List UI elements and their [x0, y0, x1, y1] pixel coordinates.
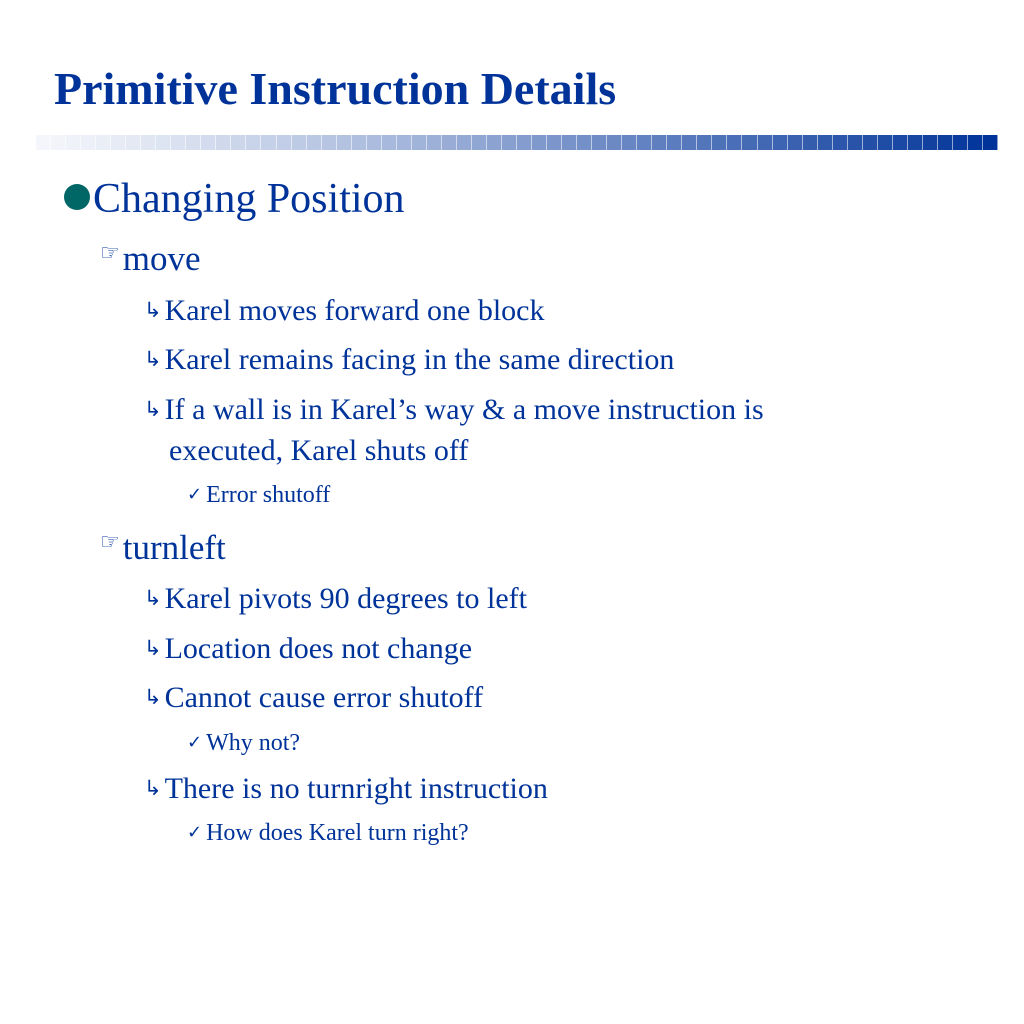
- bullet-text: Changing Position: [93, 176, 405, 222]
- bullet-error-shutoff: [187, 483, 330, 507]
- rule-segment: [126, 135, 141, 150]
- rule-segment: [216, 135, 231, 150]
- rule-segment: [186, 135, 201, 150]
- rule-segment: [36, 135, 51, 150]
- bullet-text: Karel remains facing in the same direction: [164, 343, 675, 376]
- rule-segment: [667, 135, 682, 150]
- rule-segment: [382, 135, 397, 150]
- rule-segment: [502, 135, 517, 150]
- rule-segment: [66, 135, 81, 150]
- hooked-arrow-icon: ↳: [144, 586, 162, 610]
- bullet-changing-position: [64, 178, 405, 220]
- rule-segment: [923, 135, 938, 150]
- rule-segment: [292, 135, 307, 150]
- bullet-text: Why not?: [206, 730, 301, 756]
- rule-segment: [863, 135, 878, 150]
- rule-segment: [562, 135, 577, 150]
- bullet-no-turnright: [144, 774, 548, 804]
- rule-segment: [592, 135, 607, 150]
- bullet-location-unchanged: [144, 634, 472, 664]
- bullet-remains-facing: [144, 345, 674, 375]
- hooked-arrow-icon: ↳: [144, 776, 162, 800]
- rule-segment: [532, 135, 547, 150]
- rule-segment: [517, 135, 532, 150]
- rule-segment: [442, 135, 457, 150]
- hooked-arrow-icon: ↳: [144, 298, 162, 322]
- hooked-arrow-icon: ↳: [144, 347, 162, 371]
- rule-segment: [712, 135, 727, 150]
- rule-segment: [51, 135, 66, 150]
- rule-segment: [577, 135, 592, 150]
- rule-segment: [818, 135, 833, 150]
- hooked-arrow-icon: ↳: [144, 685, 162, 709]
- rule-segment: [171, 135, 186, 150]
- bullet-text: There is no turnright instruction: [164, 772, 548, 805]
- bullet-move: [100, 241, 201, 276]
- rule-segment: [397, 135, 412, 150]
- rule-segment: [352, 135, 367, 150]
- rule-segment: [246, 135, 261, 150]
- rule-segment: [697, 135, 712, 150]
- rule-segment: [487, 135, 502, 150]
- pointing-hand-icon: ☞: [100, 241, 120, 266]
- rule-segment: [261, 135, 276, 150]
- bullet-text: Karel pivots 90 degrees to left: [164, 582, 527, 615]
- filled-circle-bullet-icon: [64, 184, 90, 210]
- rule-segment: [938, 135, 953, 150]
- check-mark-icon: ✓: [187, 484, 203, 505]
- rule-segment: [742, 135, 757, 150]
- bullet-text: How does Karel turn right?: [206, 820, 469, 846]
- rule-segment: [547, 135, 562, 150]
- rule-segment: [141, 135, 156, 150]
- rule-segment: [457, 135, 472, 150]
- rule-segment: [908, 135, 923, 150]
- slide-title: Primitive Instruction Details: [54, 63, 617, 114]
- bullet-text: move: [122, 239, 201, 278]
- rule-segment: [337, 135, 352, 150]
- bullet-why-not: [187, 731, 300, 755]
- bullet-wall-in-way-continuation: executed, Karel shuts off: [169, 434, 469, 467]
- bullet-text: Karel moves forward one block: [164, 294, 545, 327]
- bullet-text: Cannot cause error shutoff: [164, 681, 484, 714]
- bullet-moves-forward: [144, 296, 544, 326]
- rule-segment: [156, 135, 171, 150]
- rule-segment: [201, 135, 216, 150]
- rule-segment: [367, 135, 382, 150]
- rule-segment: [878, 135, 893, 150]
- bullet-cannot-cause-error: [144, 683, 483, 713]
- bullet-text: Error shutoff: [206, 482, 331, 508]
- pointing-hand-icon: ☞: [100, 530, 120, 555]
- rule-segment: [968, 135, 983, 150]
- rule-segment: [773, 135, 788, 150]
- rule-segment: [727, 135, 742, 150]
- rule-segment: [848, 135, 863, 150]
- bullet-text: turnleft: [122, 528, 226, 567]
- rule-segment: [322, 135, 337, 150]
- rule-segment: [81, 135, 96, 150]
- bullet-wall-in-way: [144, 395, 764, 425]
- rule-segment: [607, 135, 622, 150]
- rule-segment: [983, 135, 998, 150]
- bullet-text: Location does not change: [164, 632, 473, 665]
- rule-segment: [412, 135, 427, 150]
- hooked-arrow-icon: ↳: [144, 636, 162, 660]
- rule-segment: [307, 135, 322, 150]
- rule-segment: [833, 135, 848, 150]
- rule-segment: [231, 135, 246, 150]
- rule-segment: [758, 135, 773, 150]
- rule-segment: [652, 135, 667, 150]
- rule-segment: [637, 135, 652, 150]
- rule-segment: [277, 135, 292, 150]
- rule-segment: [96, 135, 111, 150]
- check-mark-icon: ✓: [187, 822, 203, 843]
- bullet-turnleft: [100, 530, 226, 565]
- bullet-pivots: [144, 584, 527, 614]
- rule-segment: [893, 135, 908, 150]
- rule-segment: [953, 135, 968, 150]
- hooked-arrow-icon: ↳: [144, 397, 162, 421]
- check-mark-icon: ✓: [187, 732, 203, 753]
- title-gradient-rule: [36, 135, 998, 150]
- rule-segment: [427, 135, 442, 150]
- rule-segment: [472, 135, 487, 150]
- rule-segment: [788, 135, 803, 150]
- rule-segment: [622, 135, 637, 150]
- rule-segment: [682, 135, 697, 150]
- bullet-how-turn-right: [187, 821, 469, 845]
- rule-segment: [111, 135, 126, 150]
- rule-segment: [803, 135, 818, 150]
- bullet-text: If a wall is in Karel’s way & a move instruction is: [164, 393, 764, 426]
